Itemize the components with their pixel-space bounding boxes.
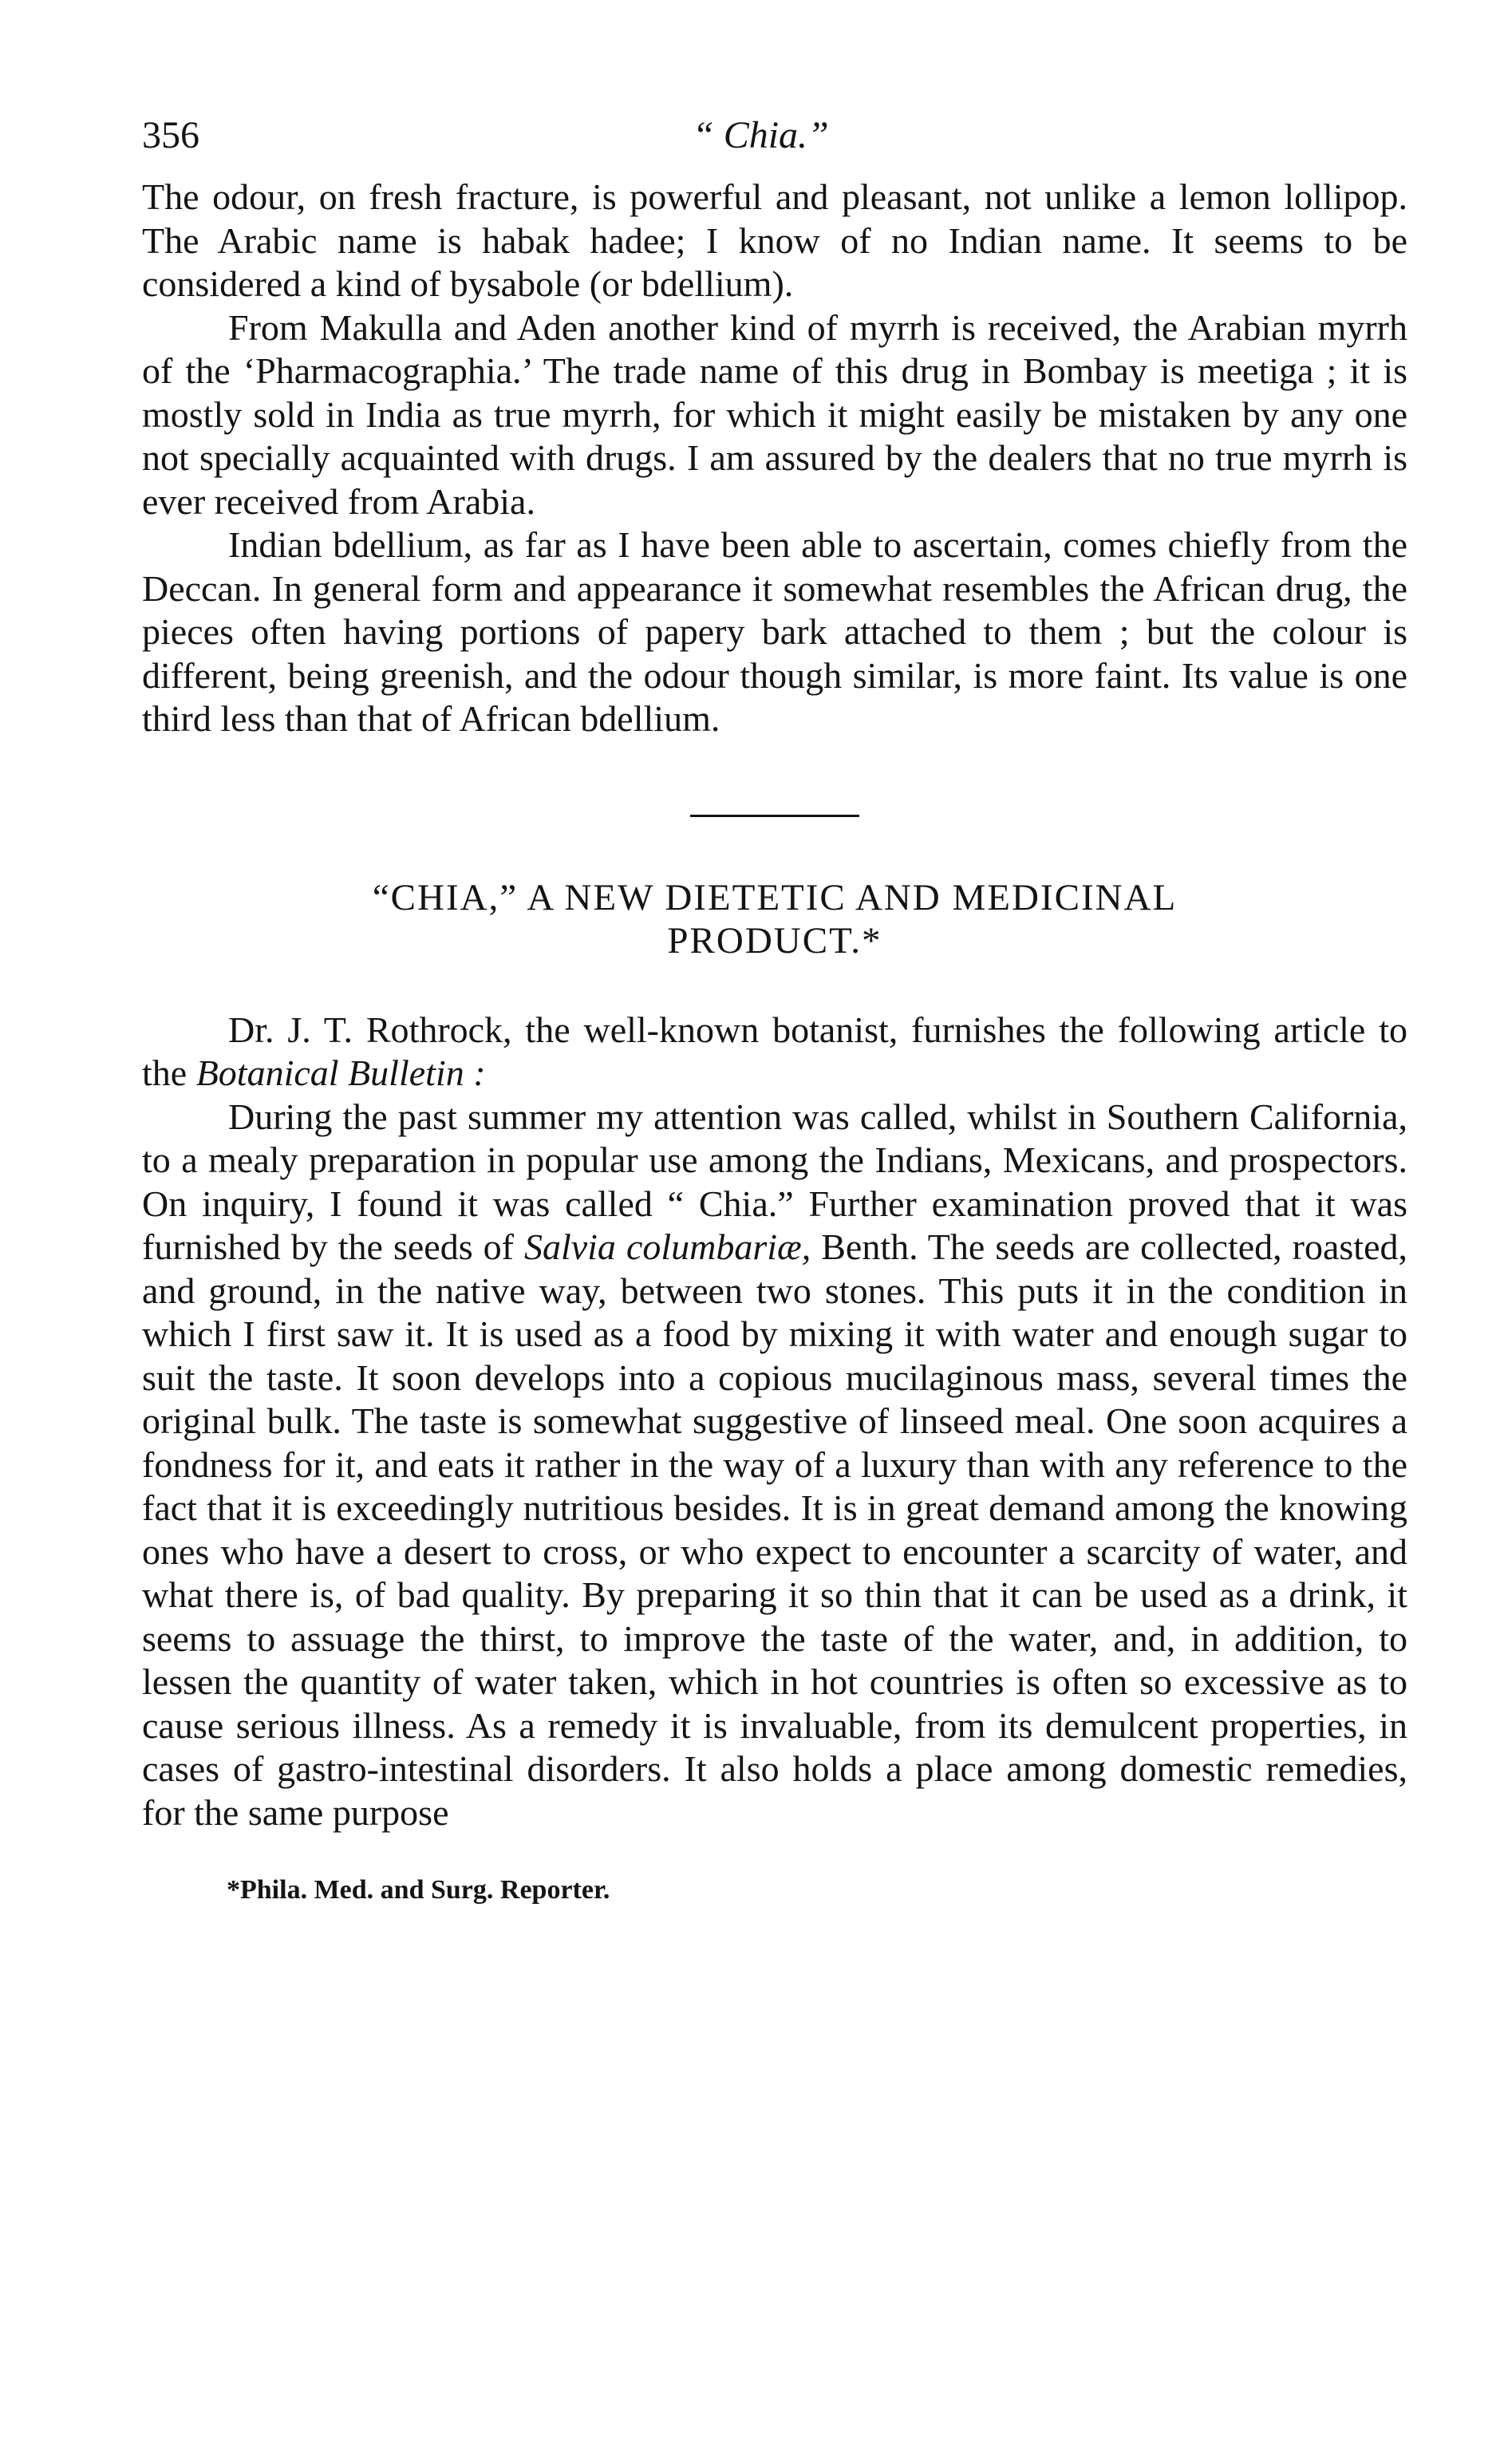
paragraph-odour: The odour, on fresh fracture, is powerful and pleasant, not unlike a lemon lollipop. The Arabic name is habak hadee; I know of no Indian name. It seems to be considered a kind of bysabole (or bdellium). <box>142 176 1407 304</box>
running-head <box>142 112 1407 176</box>
paragraph-arabian-myrrh: From Makulla and Aden another kind of myrrh is received, the Arabian myrrh of the ‘Pharmacographia.’ The trade name of this drug in Bombay is meetiga ; it is mostly sold in India as true myrrh, for which it might easily be mistaken by any one not specially acquainted with drugs. I am assured by the dealers that no true myrrh is ever received from Arabia. <box>142 306 1407 522</box>
journal-title: Botanical Bulletin : <box>195 1052 486 1093</box>
intro-text: Dr. J. T. Rothrock, the well-known botanist, furnishes the following article to the <box>142 1009 1407 1093</box>
paragraph-indian-bdellium: Indian bdellium, as far as I have been able to ascertain, comes chiefly from the Deccan. In general form and appearance it somewhat resembles the African drug, the pieces often having portions of papery bark attached to them ; but the colour is different, being greenish, and the odour though similar, is more faint. Its value is one third less than that of African bdellium. <box>142 524 1407 739</box>
chia-text-before: During the past summer my attention was called, whilst in Southern California, to a mealy preparation in popular use among the Indians, Mexicans, and prospectors. On inquiry, I found it was called “ Chia.” Further examination proved that it was furnished by the seeds of <box>142 1096 1407 1267</box>
section-heading-line-1: “CHIA,” A NEW DIETETIC AND MEDICINAL <box>372 876 1178 918</box>
section-heading <box>142 876 1407 962</box>
footnote: *Phila. Med. and Surg. Reporter. <box>227 1875 610 1905</box>
species-name: Salvia columbariæ, <box>523 1226 811 1267</box>
body-text-chia <box>142 1009 1407 1835</box>
running-title: “ Chia.” <box>693 114 829 156</box>
body-text-top <box>142 176 1407 741</box>
paragraph-intro <box>142 1009 1407 1096</box>
page-content <box>142 112 1407 1908</box>
chia-text-after: Benth. The seeds are collected, roasted, and ground, in the native way, between two stones. This puts it in the condition in which I first saw it. It is used as a food by mixing it with water and enough sugar to suit the taste. It soon develops into a copious mucilaginous mass, several times the original bulk. The taste is somewhat suggestive of linseed meal. One soon acquires a fondness for it, and eats it rather in the way of a luxury than with any reference to the fact that it is exceedingly nutritious besides. It is in great demand among the knowing ones who have a desert to cross, or who expect to encounter a scarcity of water, and what there is, of bad quality. By preparing it so thin that it can be used as a drink, it seems to assuage the thirst, to improve the taste of the water, and, in addition, to lessen the quantity of water taken, which in hot countries is often so excessive as to cause serious illness. As a remedy it is invaluable, from its demulcent properties, in cases of gastro-intestinal disorders. It also holds a place among domestic remedies, for the same purpose <box>142 1226 1408 1833</box>
page-number: 356 <box>142 114 199 156</box>
section-divider <box>690 815 859 817</box>
paragraph-chia-description <box>142 1096 1407 1835</box>
section-heading-line-2: PRODUCT.* <box>667 919 882 962</box>
